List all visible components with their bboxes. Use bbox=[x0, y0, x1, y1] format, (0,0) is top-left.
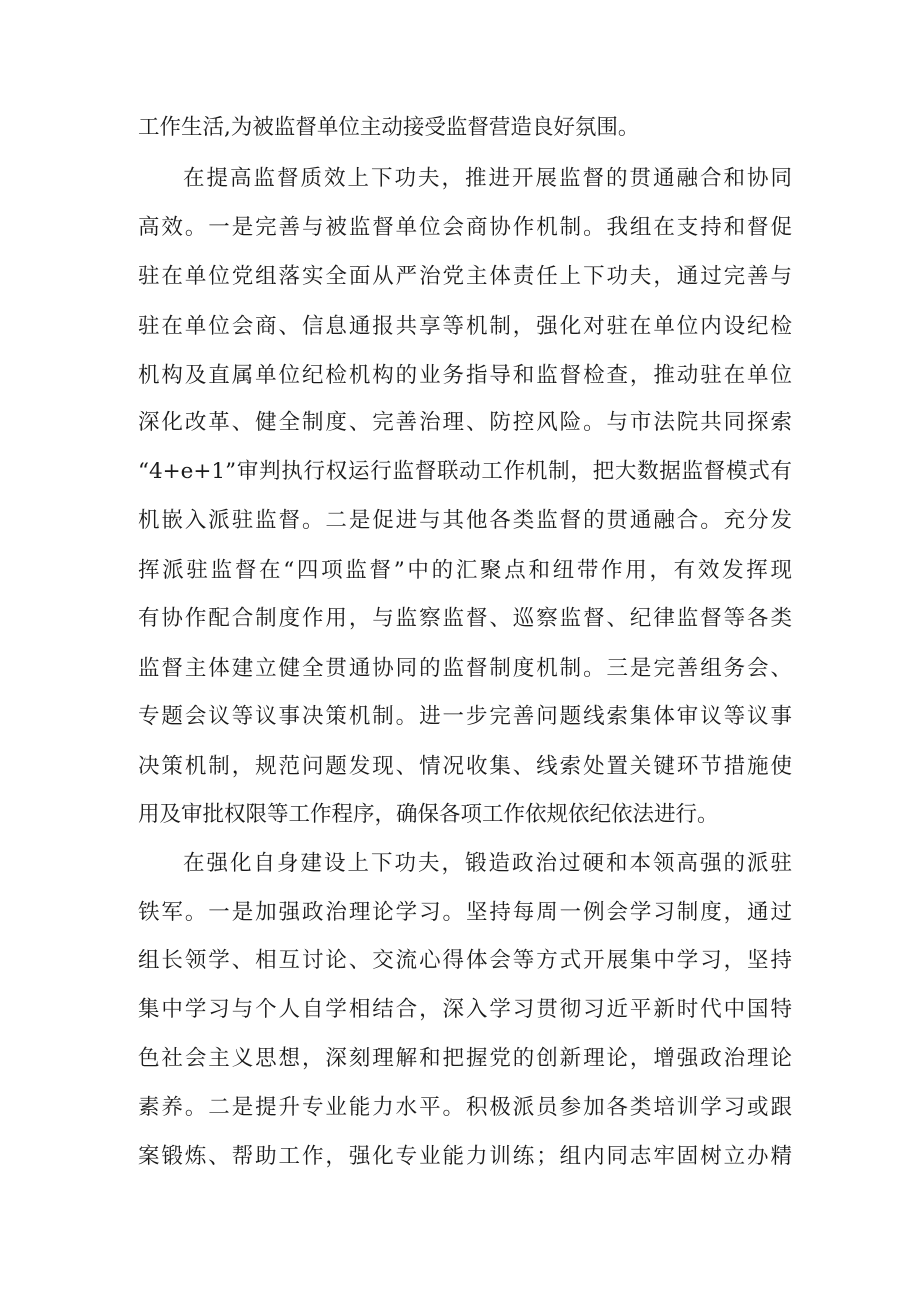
text-line: 专题会议等议事决策机制。进一步完善问题线索集体审议等议事 bbox=[138, 704, 792, 729]
text-line: 集中学习与个人自学相结合，深入学习贯彻习近平新时代中国特 bbox=[138, 997, 792, 1022]
text-line: 驻在单位党组落实全面从严治党主体责任上下功夫，通过完善与 bbox=[138, 264, 792, 289]
text-line: 有协作配合制度作用，与监察监督、巡察监督、纪律监督等各类 bbox=[138, 606, 792, 631]
text-line: 案锻炼、帮助工作，强化专业能力训练；组内同志牢固树立办精 bbox=[138, 1144, 792, 1169]
text-line: 组长领学、相互讨论、交流心得体会等方式开展集中学习，坚持 bbox=[138, 948, 792, 973]
text-line: 挥派驻监督在“四项监督”中的汇聚点和纽带作用，有效发挥现 bbox=[138, 558, 792, 583]
text-line: 机嵌入派驻监督。二是促进与其他各类监督的贯通融合。充分发 bbox=[138, 508, 792, 533]
text-line: 高效。一是完善与被监督单位会商协作机制。我组在支持和督促 bbox=[138, 215, 792, 240]
paragraph-start-line: 在提高监督质效上下功夫，推进开展监督的贯通融合和协同 bbox=[183, 166, 792, 191]
text-line: 机构及直属单位纪检机构的业务指导和监督检查，推动驻在单位 bbox=[138, 363, 792, 388]
text-line: 素养。二是提升专业能力水平。积极派员参加各类培训学习或跟 bbox=[138, 1095, 792, 1120]
paragraph-start-line: 在强化自身建设上下功夫，锻造政治过硬和本领高强的派驻 bbox=[183, 851, 792, 876]
text-line: 监督主体建立健全贯通协同的监督制度机制。三是完善组务会、 bbox=[138, 656, 792, 681]
text-line: “4+e+1”审判执行权运行监督联动工作机制，把大数据监督模式有 bbox=[138, 459, 792, 484]
text-line: 深化改革、健全制度、完善治理、防控风险。与市法院共同探索 bbox=[138, 410, 792, 435]
text-line: 决策机制，规范问题发现、情况收集、线索处置关键环节措施使 bbox=[138, 754, 792, 779]
text-line: 驻在单位会商、信息通报共享等机制，强化对驻在单位内设纪检 bbox=[138, 314, 792, 339]
text-line: 铁军。一是加强政治理论学习。坚持每周一例会学习制度，通过 bbox=[138, 900, 792, 925]
text-line: 色社会主义思想，深刻理解和把握党的创新理论，增强政治理论 bbox=[138, 1046, 792, 1071]
text-line: 工作生活,为被监督单位主动接受监督营造良好氛围。 bbox=[138, 115, 640, 140]
paragraph-end-line: 用及审批权限等工作程序，确保各项工作依规依纪依法进行。 bbox=[138, 802, 719, 827]
